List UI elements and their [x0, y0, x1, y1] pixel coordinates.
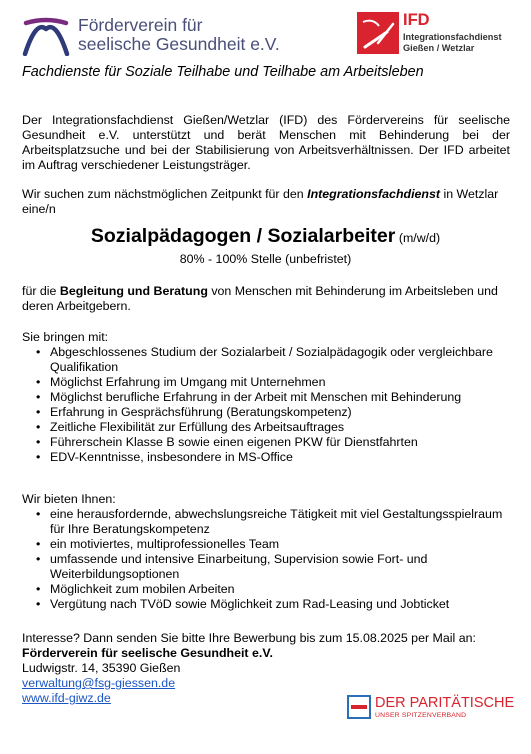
list-item: • ein motiviertes, multiprofessionelles Team: [22, 537, 512, 552]
contact-email-link[interactable]: verwaltung@fsg-giessen.de: [22, 676, 176, 690]
ifd-logo-icon: [357, 12, 399, 54]
requirements-list: [22, 345, 512, 465]
list-item: • Erfahrung in Gesprächsführung (Beratungskompetenz): [22, 405, 512, 420]
paritaet-subline: UNSER SPITZENVERBAND: [375, 712, 467, 719]
search-highlight: Integrationsfachdienst: [307, 187, 440, 201]
search-text-after: in Wetzlar eine/n: [22, 187, 499, 216]
org-name: [78, 16, 280, 54]
ifd-long-line1: Integrationsfachdienst: [403, 32, 502, 42]
list-item: • Möglichkeit zum mobilen Arbeiten: [22, 582, 512, 597]
search-paragraph: [22, 187, 510, 217]
contact-address: Ludwigstr. 14, 35390 Gießen: [22, 661, 181, 675]
list-item: • Möglichst berufliche Erfahrung in der Arbeit mit Menschen mit Behinderung: [22, 390, 512, 405]
purpose-highlight: Begleitung und Beratung: [59, 284, 208, 298]
list-item: • Möglichst Erfahrung im Umgang mit Unternehmen: [22, 375, 512, 390]
requirements-heading: Sie bringen mit:: [22, 330, 109, 344]
contact-org: Förderverein für seelische Gesundheit e.V.: [22, 646, 273, 660]
purpose-text-before: für die: [22, 284, 60, 298]
offers-list: [22, 507, 512, 612]
ifd-short-name: IFD: [403, 11, 430, 29]
purpose-paragraph: [22, 284, 510, 314]
paritaet-name: [375, 695, 514, 711]
tagline: Fachdienste für Soziale Teilhabe und Teilhabe am Arbeitsleben: [22, 64, 424, 80]
org-logo-icon: [22, 16, 70, 56]
org-name-line1: Förderverein für: [78, 15, 203, 35]
paritaet-name-part1: DER PARITÄT: [375, 695, 470, 711]
intro-paragraph: Der Integrationsfachdienst Gießen/Wetzlar (IFD) des Fördervereins für seelische Gesundheit e.V. unterstützt und berät Menschen mit Behinderung bei der Arbeitsplatzsuche und bei der Stabilisierung von Arbeitsverhältnissen. Der IFD arbeitet im Auftrag verschiedener Leistungsträger.: [22, 113, 510, 172]
job-subtitle: 80% - 100% Stelle (unbefristet): [179, 252, 352, 266]
job-title-gender: (m/w/d): [398, 231, 441, 245]
job-title-main: Sozialpädagogen / Sozialarbeiter: [90, 225, 396, 247]
list-item: • EDV-Kenntnisse, insbesondere in MS-Office: [22, 450, 512, 465]
website-link[interactable]: www.ifd-giwz.de: [22, 691, 111, 705]
list-item: • umfassende und intensive Einarbeitung, Supervision sowie Fort- und Weiterbildungsoptionen: [22, 552, 512, 582]
job-title: [0, 225, 531, 247]
list-item: • Vergütung nach TVöD sowie Möglichkeit zum Rad-Leasing und Jobticket: [22, 597, 512, 612]
ifd-long-line2: Gießen / Wetzlar: [403, 42, 475, 53]
contact-cta: Interesse? Dann senden Sie bitte Ihre Bewerbung bis zum 15.08.2025 per Mail an:: [22, 631, 476, 645]
paritaet-mark-icon: [347, 695, 371, 719]
requirements-section: [22, 330, 512, 465]
paritaet-name-part2: ISCHE: [469, 695, 515, 711]
list-item: • Abgeschlossenes Studium der Sozialarbeit / Sozialpädagogik oder vergleichbare Qualifikation: [22, 345, 512, 375]
offers-section: [22, 492, 512, 612]
list-item: • Zeitliche Flexibilität zur Erfüllung des Arbeitsauftrages: [22, 420, 512, 435]
paritaet-logo: [347, 692, 515, 728]
purpose-text-after: von Menschen mit Behinderung im Arbeitsleben und deren Arbeitgebern.: [22, 284, 498, 313]
ifd-long-name: [403, 32, 502, 53]
org-header: [22, 14, 292, 60]
ifd-header: [357, 12, 517, 56]
offers-heading: Wir bieten Ihnen:: [22, 492, 116, 506]
search-text-before: Wir suchen zum nächstmöglichen Zeitpunkt für den: [22, 187, 308, 201]
list-item: • eine herausfordernde, abwechslungsreiche Tätigkeit mit viel Gestaltungsspielraum für Ihre Beratungskompetenz: [22, 507, 512, 537]
org-name-line2: seelische Gesundheit e.V.: [78, 34, 280, 54]
list-item: • Führerschein Klasse B sowie einen eigenen PKW für Dienstfahrten: [22, 435, 512, 450]
